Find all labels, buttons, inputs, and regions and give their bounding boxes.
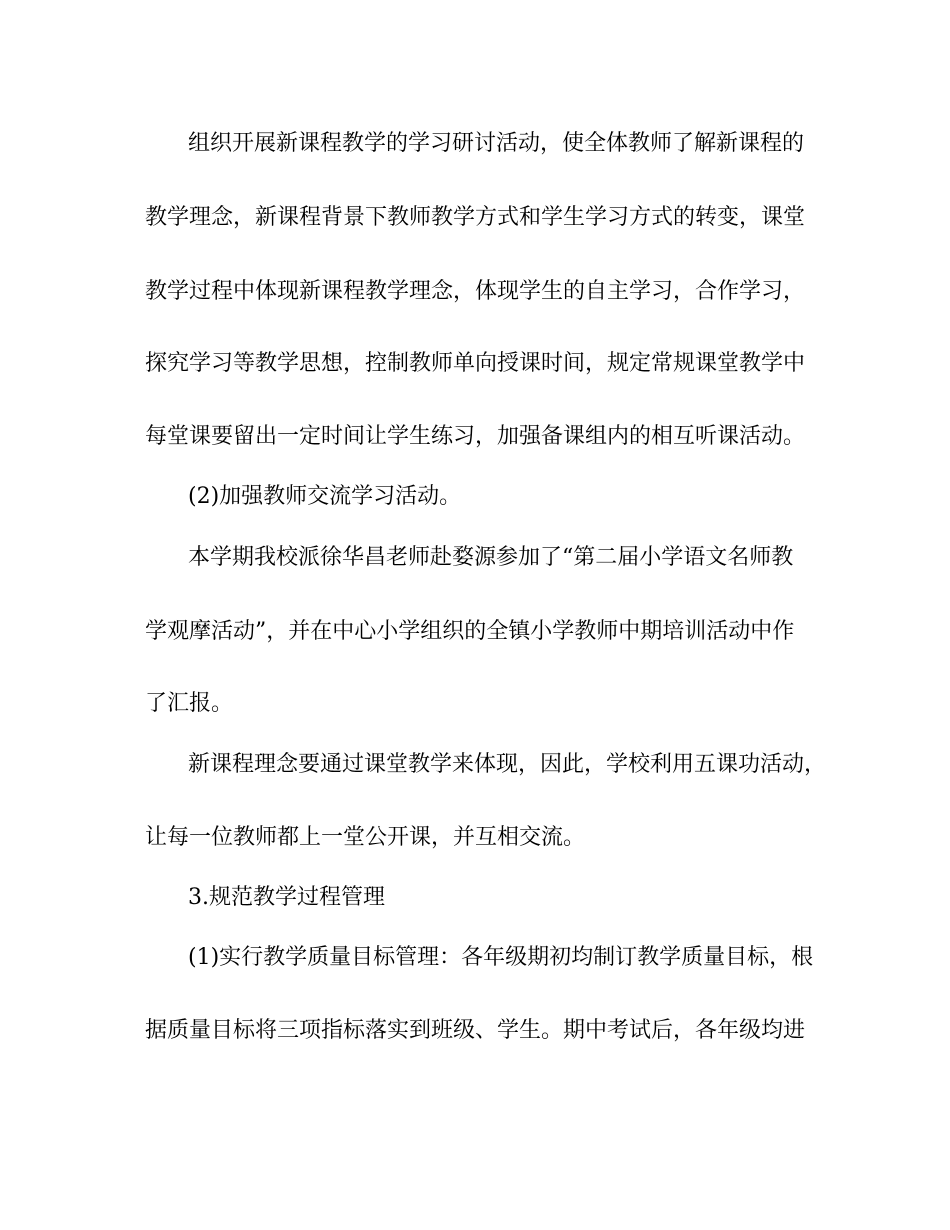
section-heading: 3.规范教学过程管理 — [188, 885, 385, 910]
paragraph-line: 教学理念，新课程背景下教师教学方式和学生学习方式的转变，课堂 — [145, 205, 806, 230]
paragraph-line: 了汇报。 — [145, 691, 234, 716]
paragraph-line: 探究学习等教学思想，控制教师单向授课时间，规定常规课堂教学中 — [145, 351, 806, 376]
paragraph-line: 本学期我校派徐华昌老师赴婺源参加了“第二届小学语文名师教 — [188, 545, 794, 570]
paragraph-line: 组织开展新课程教学的学习研讨活动，使全体教师了解新课程的 — [188, 131, 805, 156]
paragraph-line: 新课程理念要通过课堂教学来体现，因此，学校利用五课功活动， — [188, 752, 827, 777]
paragraph-line: 让每一位教师都上一堂公开课，并互相交流。 — [145, 825, 586, 850]
paragraph-line: 教学过程中体现新课程教学理念，体现学生的自主学习，合作学习， — [145, 279, 806, 304]
paragraph-line: 据质量目标将三项指标落实到班级、学生。期中考试后，各年级均进 — [145, 1018, 806, 1043]
paragraph-line: 每堂课要留出一定时间让学生练习，加强备课组内的相互听课活动。 — [145, 424, 806, 449]
paragraph-line: (1)实行教学质量目标管理：各年级期初均制订教学质量目标，根 — [188, 945, 814, 970]
section-heading: (2)加强教师交流学习活动。 — [188, 484, 462, 509]
paragraph-line: 学观摩活动”，并在中心小学组织的全镇小学教师中期培训活动中作 — [145, 619, 795, 644]
